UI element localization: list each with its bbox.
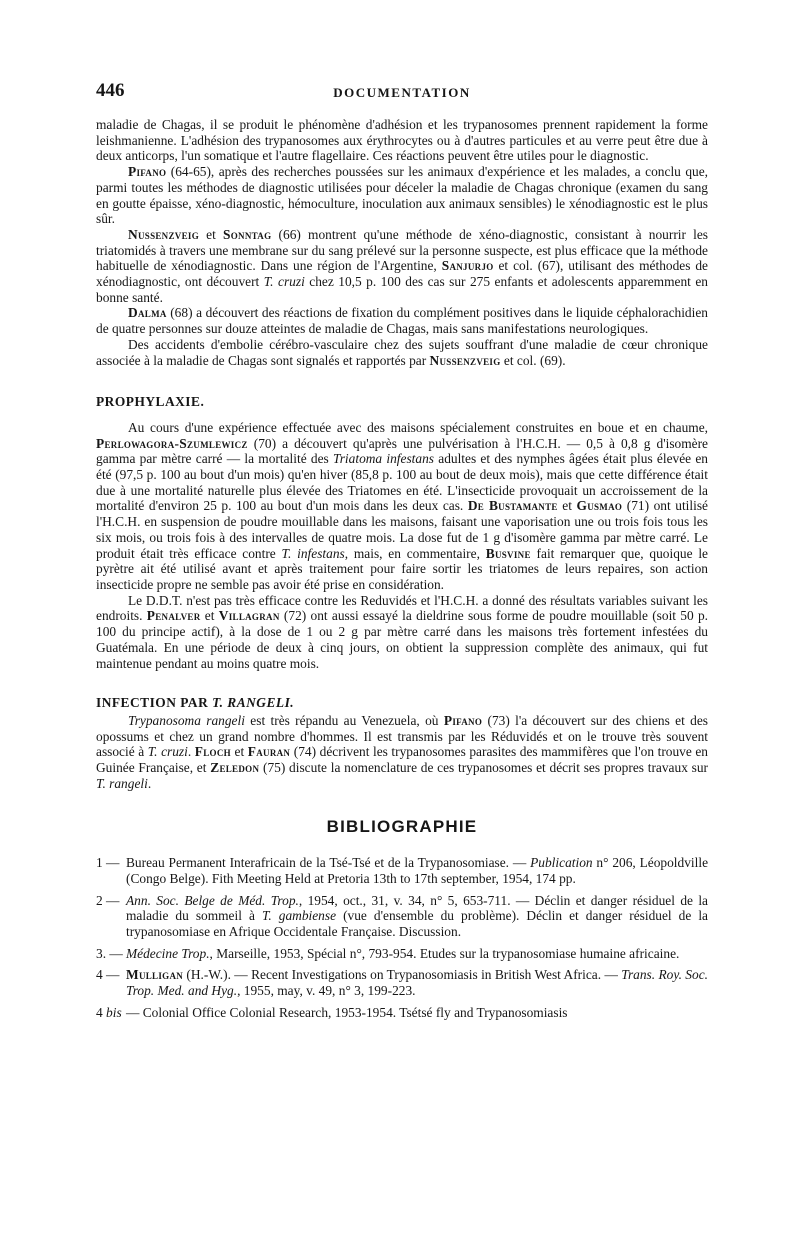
running-title: DOCUMENTATION [333,85,471,100]
author-name: Dalma [128,305,167,321]
section-heading-infection: INFECTION PAR T. RANGELI. [96,695,295,711]
bibliography-entry-4: 4 — Mulligan (H.-W.). — Recent Investigations on Trypanosomiasis in British West Africa. — Trans. Roy. Soc. Trop. Med. and Hyg., 1955, may, v. 49, n° 3, 199-223. [96,967,708,999]
species-name: T. cruzi [147,744,188,760]
author-name: Nussenzveig [429,352,501,368]
author-name: Pifano [128,164,167,180]
bibliography-title: BIBLIOGRAPHIE [326,817,478,837]
bibliography-entry-4bis: 4 bis — Colonial Office Colonial Research, 1953-1954. Tsétsé fly and Trypanosomiasis [96,1004,568,1020]
author-name: Mulligan [126,967,184,983]
author-name: Gusmao [576,498,623,514]
species-name: Triatoma infestans [333,451,434,467]
paragraph-xenodiagnostic: Nussenzveig et Sonntag (66) montrent qu'une méthode de xéno-diagnostic, consistant à nourrir les triatomidés à travers une membrane sur du sang prélevé sur la personne suspecte, est plus efficace que la méthode habituelle de xénodiagnostic. Dans une région de l'Argentine, Sanjurjo et col. (67), utilisant des méthodes de xénodiagnostic, ont découvert T. cruzi chez 10,5 p. 100 des cas sur 275 enfants et adolescents apparemment en bonne santé. [96,226,709,305]
entry-number: 3. — [96,945,123,961]
author-name: Sanjurjo [441,258,494,274]
bibliography-entry-3: 3. — Médecine Trop., Marseille, 1953, Spécial n°, 793-954. Etudes sur la trypanosomiase humaine africaine. [96,945,680,961]
author-name: De Bustamante [467,498,558,514]
entry-number: 4 — [96,967,120,983]
body-text [96,117,708,1026]
species-name: T. rangeli [96,775,148,791]
author-name: Penalver [146,608,201,624]
section-heading-prophylaxie: PROPHYLAXIE. [96,394,205,410]
author-name: Zeledon [210,760,260,776]
bibliography-entry-1: 1 — Bureau Permanent Interafricain de la Tsé-Tsé et de la Trypanosomiase. — Publication n° 206, Léopoldville (Congo Belge). Fith Meeting Held at Pretoria 13th to 17th september, 1954, 174 pp. [96,855,709,886]
author-name: Fauran [247,744,291,760]
paragraph-prophylaxie-ddt: Le D.D.T. n'est pas très efficace contre les Reduvidés et l'H.C.H. a donné des résultats variables suivant les endroits. Penalver et Villagran (72) ont aussi essayé la dieldrine sous forme de poudre mouillable (soit 50 p. 100 du principe actif), à la dose de 1 ou 2 g par mètre carré dans les maisons très fortement infestées du Guatémala. En une période de deux à cinq jours, on obtient la suppression complète des animaux, qui fut maintenue pendant au moins quatre mois. [96,592,708,671]
species-name: Trypanosoma rangeli [128,712,245,728]
species-name: T. gambiense [261,908,337,924]
page-header [96,80,708,104]
author-name: Busvine [485,545,531,561]
entry-number: 1 — [96,855,120,871]
page-number: 446 [96,80,125,101]
paragraph-embolie: Des accidents d'embolie cérébro-vasculaire chez des sujets souffrant d'une maladie de cœur chronique associée à la maladie de Chagas sont signalés et rapportés par Nussenzveig et col. (69). [96,336,708,368]
species-name: T. infestans [281,545,345,561]
species-name: T. cruzi [263,274,305,290]
paragraph-rangeli: Trypanosoma rangeli est très répandu au Venezuela, où Pifano (73) l'a découvert sur des chiens et des opossums et chez un grand nombre d'hommes. Il est transmis par les Réduvidés et on le trouve très souvent associé à T. cruzi. Floch et Fauran (74) décrivent les trypanosomes parasites des mammifères que l'on trouve en Guinée Française, et Zeledon (75) discute la nomenclature de ces trypanosomes et décrit ses propres travaux sur T. rangeli. [96,712,709,791]
author-name: Floch [194,744,231,760]
author-name: Nussenzveig [128,226,199,242]
author-name: Perlowagora-Szumlewicz [96,435,248,451]
paragraph-pifano-diagnostic: Pifano (64-65), après des recherches poussées sur les animaux d'expérience et les malades, a conclu que, parmi toutes les méthodes de diagnostic utilisées pour déceler la maladie de Chagas chronique (examen du sang en goutte épaisse, xéno-diagnostic, hémoculture, inoculation aux animaux sensibles) le xénodiagnostic est le plus sûr. [96,164,708,227]
paragraph-chagas-adhesion: maladie de Chagas, il se produit le phénomène d'adhésion et les trypanosomes prennent rapidement la forme leishmanienne. L'adhésion des trypanosomes aux érythrocytes ou à d'autres particules et au verre peut être due à deux anticorps, l'un somatique et l'autre flagellaire. Ces réactions peuvent être utiles pour le diagnostic. [96,117,708,164]
entry-number: 2 — [96,892,120,908]
bibliography-entry-2: 2 — Ann. Soc. Belge de Méd. Trop., 1954, oct., 31, v. 34, n° 5, 653-711. — Déclin et danger résiduel de la maladie du sommeil à T. gambiense (vue d'ensemble du problème). Déclin et danger résiduel de la trypanosomiase en Afrique Occidentale Française. Discussion. [96,892,708,939]
author-name: Pifano [443,712,483,728]
paragraph-prophylaxie-hch: Au cours d'une expérience effectuée avec des maisons spécialement construites en boue et en chaume, Perlowagora-Szumlewicz (70) a découvert qu'après une pulvérisation à l'H.C.H. — 0,5 à 0,8 g d'isomère gamma par mètre carré — la mortalité des Triatoma infestans adultes et des nymphes âgées était plus élevée en été (97,5 p. 100 au bout d'un mois) qu'en hiver (85,8 p. 100 au bout de deux mois), mais que cette différence était due à une mortalité naturelle plus élevée des Triatomes en été. L'insecticide provoquait un accroissement de la mortalité d'environ 25 p. 100 au bout d'un mois dans les deux cas. De Bustamante et Gusmao (71) ont utilisé l'H.C.H. en suspension de poudre mouillable dans les maisons, faisant une vaporisation une ou trois fois tous les six mois, ou trois fois à des intervalles de quatre mois. La dose fut de 1 g d'isomère gamma par mètre carré. Le produit était très efficace contre T. infestans, mais, en commentaire, Busvine fait remarquer que, quoique le pyrètre ait été utilisé avant et après traitement pour faire sortir les triatomes de leurs repaires, son action insecticide propre ne semble pas avoir été prise en considération. [96,419,708,592]
entry-number: 4 bis [96,1004,122,1020]
author-name: Sonntag [223,226,272,242]
paragraph-dalma: Dalma (68) a découvert des réactions de fixation du complément positives dans le liquide céphalorachidien de quatre personnes sur douze atteintes de maladie de Chagas, mais sans manifestations neurologiques. [96,305,708,337]
author-name: Villagran [218,608,280,624]
